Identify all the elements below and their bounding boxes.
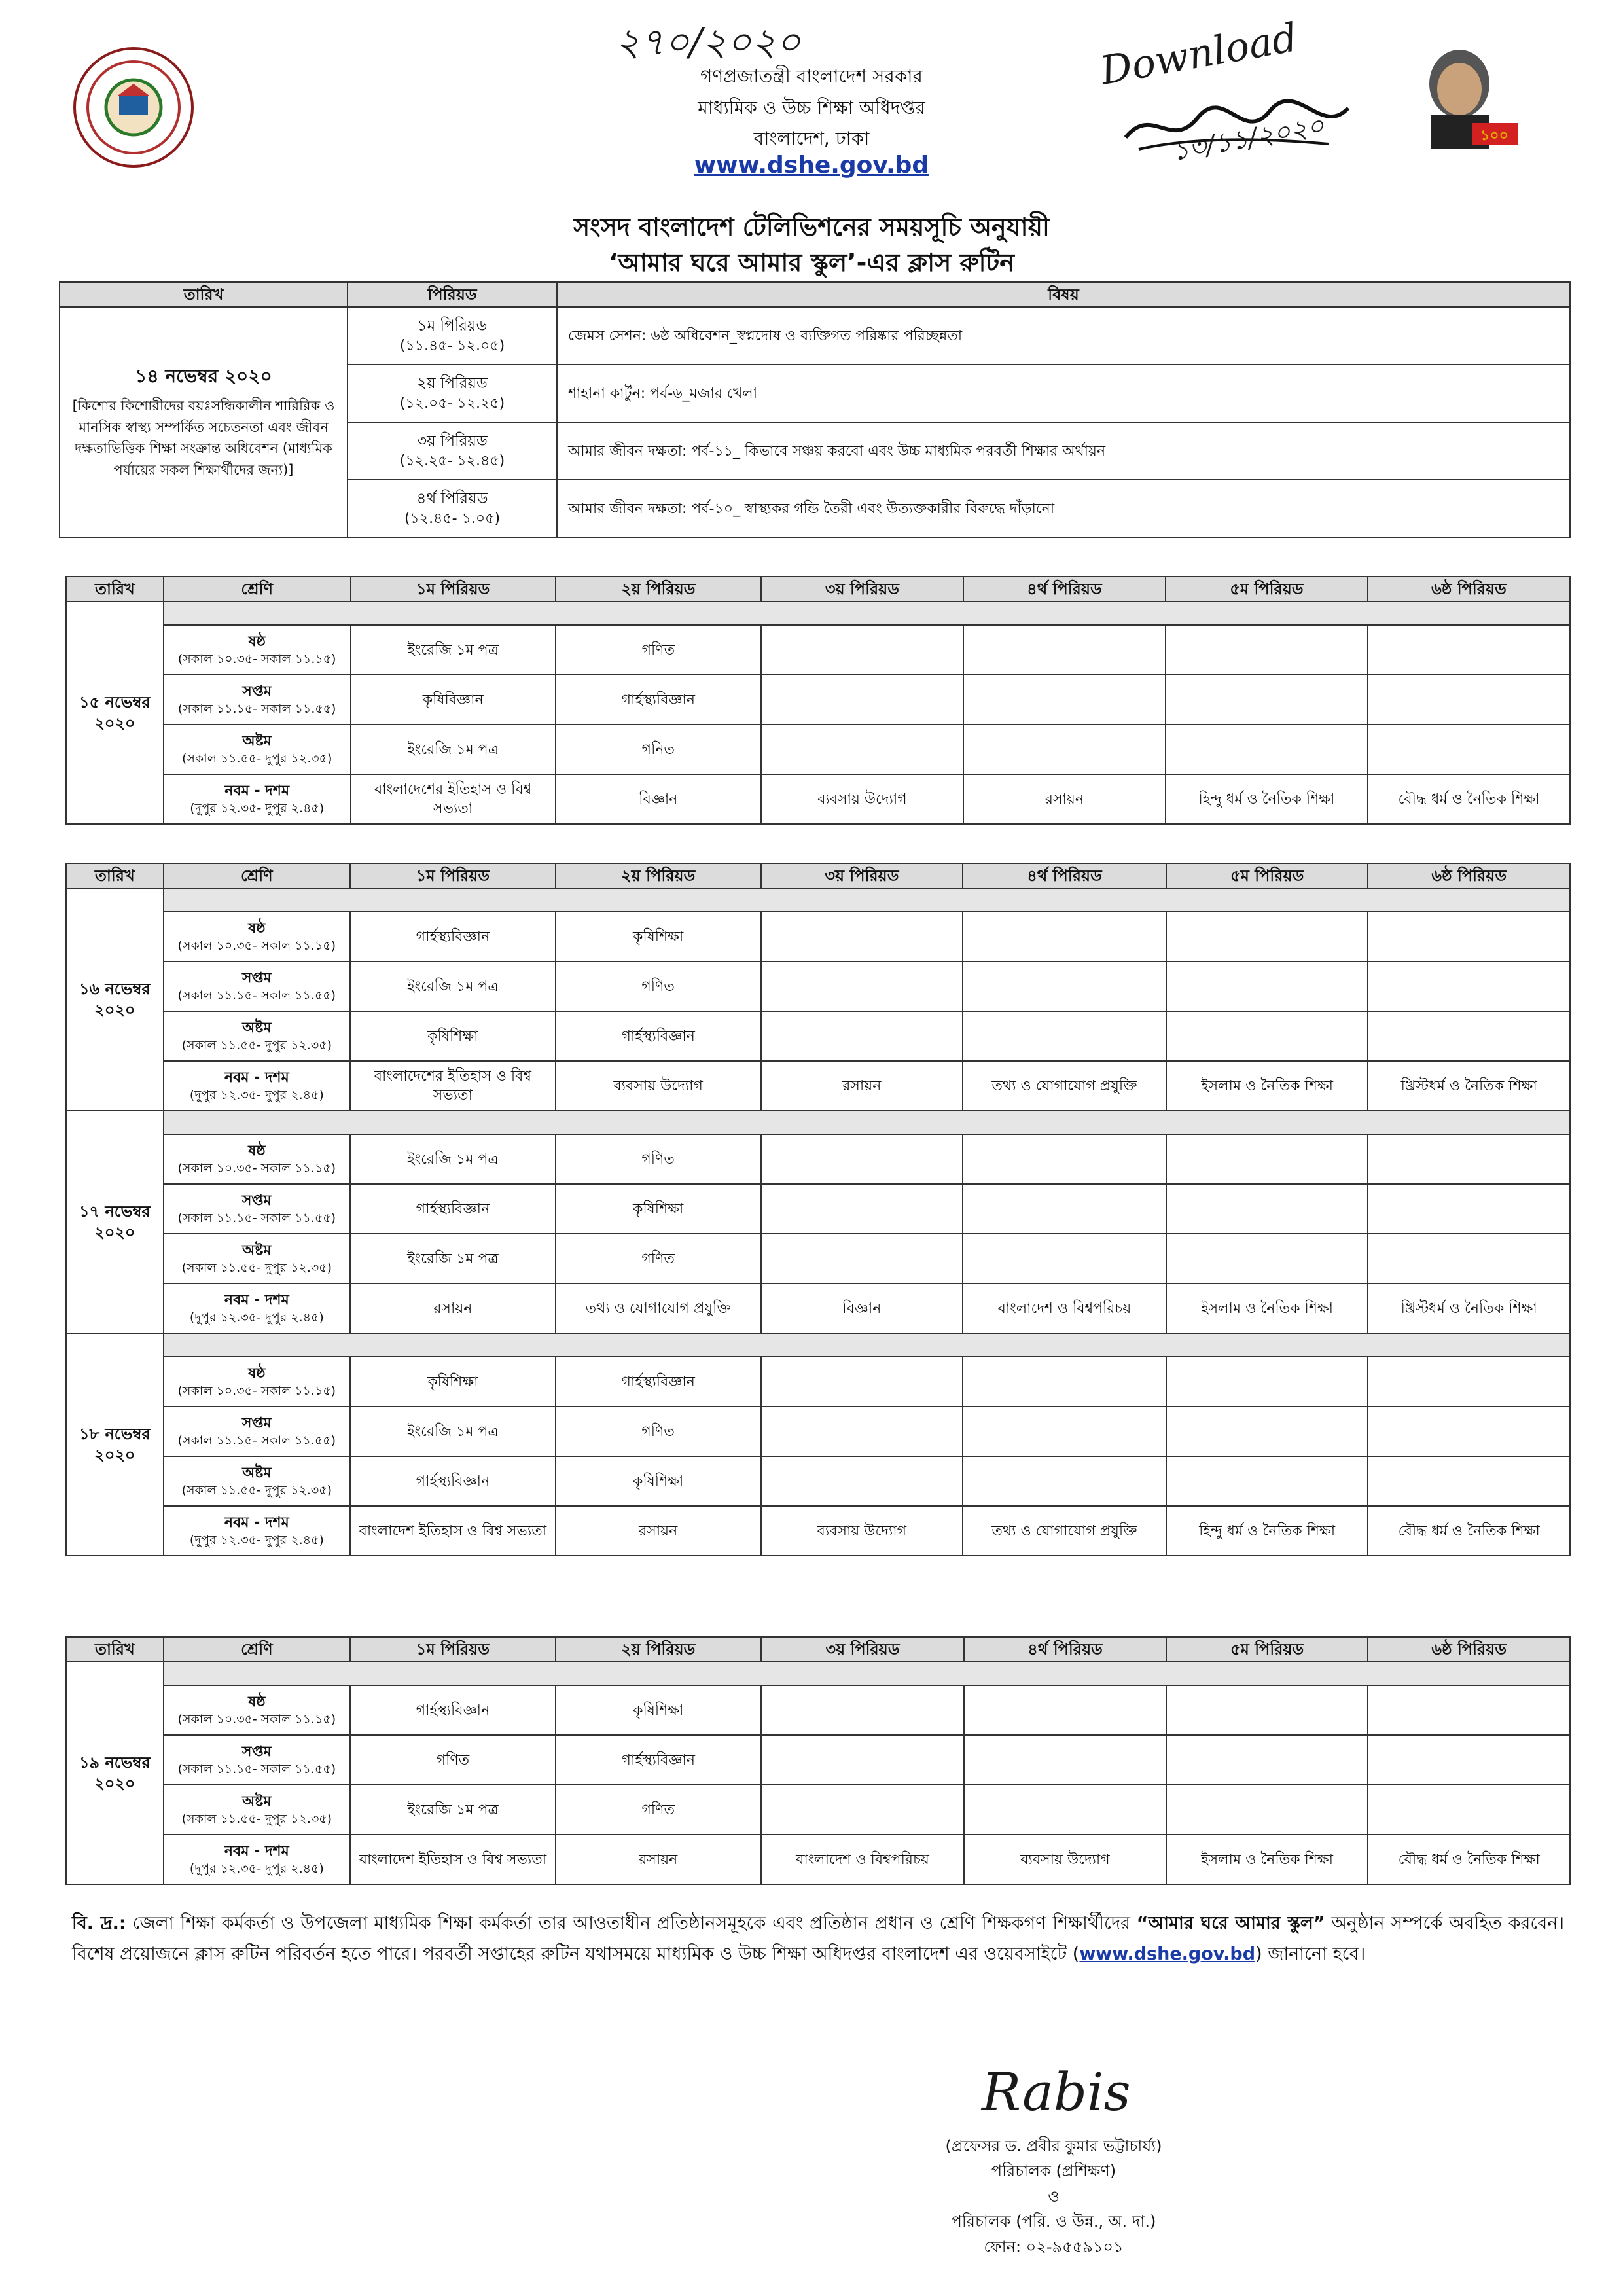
routine-col-header: ৫ম পিরিয়ড — [1166, 577, 1368, 601]
class-name: অষ্টম — [242, 1793, 272, 1810]
subject-cell: শাহানা কার্টুন: পর্ব-৬_মজার খেলা — [557, 365, 1570, 422]
subject-cell — [963, 912, 1166, 961]
subject-cell — [761, 1184, 963, 1234]
class-name: নবম - দশম — [224, 1291, 289, 1308]
routine-col-header: শ্রেণি — [164, 863, 350, 888]
subject-cell: গার্হস্থ্যবিজ্ঞান — [350, 912, 556, 961]
class-cell — [164, 1283, 350, 1333]
header-location: বাংলাদেশ, ঢাকা — [753, 128, 870, 149]
class-time: (সকাল ১০.৩৫- সকাল ১১.১৫) — [177, 1384, 336, 1399]
subject-cell — [1166, 1184, 1368, 1234]
routine-col-header: ৬ষ্ঠ পিরিয়ড — [1368, 577, 1570, 601]
class-time: (সকাল ১১.৫৫- দুপুর ১২.৩৫) — [181, 1812, 332, 1827]
subject-cell: কৃষিশিক্ষা — [350, 1357, 556, 1407]
footnote-label: বি. দ্র.: — [72, 1913, 126, 1933]
subject-cell: গার্হস্থ্যবিজ্ঞান — [556, 1011, 761, 1061]
col-header-date: তারিখ — [60, 282, 348, 307]
period-label: ১ম পিরিয়ড — [417, 317, 488, 335]
subject-cell: গার্হস্থ্যবিজ্ঞান — [556, 1735, 761, 1785]
class-time: (দুপুর ১২.৩৫- দুপুর ২.৪৫) — [189, 1310, 324, 1325]
subject-cell: কৃষিবিজ্ঞান — [351, 675, 556, 725]
table-row — [66, 1506, 1570, 1556]
subject-cell — [1166, 1011, 1368, 1061]
subject-cell: ব্যবসায় উদ্যোগ — [761, 774, 963, 824]
subject-cell: আমার জীবন দক্ষতা: পর্ব-১১_ কিভাবে সঞ্চয় করবো এবং উচ্চ মাধ্যমিক পরবর্তী শিক্ষার অর্থায়ন — [557, 422, 1570, 480]
signatory-conjunction: ও — [1048, 2187, 1060, 2206]
row-spacer — [164, 1111, 1570, 1134]
class-time: (দুপুর ১২.৩৫- দুপুর ২.৪৫) — [189, 1533, 324, 1548]
class-time: (সকাল ১১.৫৫- দুপুর ১২.৩৫) — [181, 1483, 332, 1498]
subject-cell: কৃষিশিক্ষা — [556, 912, 761, 961]
routine-date-cell: ১৮ নভেম্বর ২০২০ — [66, 1333, 164, 1556]
subject-cell: জেমস সেশন: ৬ষ্ঠ অধিবেশন_স্বপ্নদোষ ও ব্যক্তিগত পরিষ্কার পরিচ্ছন্নতা — [557, 307, 1570, 365]
class-name: ষষ্ঠ — [248, 1365, 266, 1382]
subject-cell: ইংরেজি ১ম পত্র — [351, 725, 556, 774]
subject-cell — [1368, 1735, 1570, 1785]
subject-cell: গণিত — [556, 961, 761, 1011]
subject-cell — [963, 1407, 1166, 1456]
period-cell — [348, 480, 557, 537]
routine-col-header: ৪র্থ পিরিয়ড — [963, 577, 1166, 601]
table-row — [66, 675, 1570, 725]
class-name: ষষ্ঠ — [248, 633, 266, 650]
signatory-name: (প্রফেসর ড. প্রবীর কুমার ভট্টাচার্য্য) — [945, 2137, 1162, 2155]
class-time: (সকাল ১১.১৫- সকাল ১১.৫৫) — [177, 1762, 336, 1777]
subject-cell — [963, 961, 1166, 1011]
subject-cell: ইংরেজি ১ম পত্র — [350, 961, 556, 1011]
subject-cell: বৌদ্ধ ধর্ম ও নৈতিক শিক্ষা — [1368, 774, 1570, 824]
class-cell — [164, 1357, 350, 1407]
table-row — [66, 1357, 1570, 1407]
subject-cell — [761, 1134, 963, 1184]
class-cell — [164, 1234, 350, 1283]
subject-cell: গণিত — [556, 1234, 761, 1283]
table-row — [66, 912, 1570, 961]
class-time: (সকাল ১১.৫৫- দুপুর ১২.৩৫) — [181, 1038, 332, 1053]
subject-cell: গার্হস্থ্যবিজ্ঞান — [350, 1456, 556, 1506]
class-time: (সকাল ১০.৩৫- সকাল ১১.১৫) — [177, 652, 336, 667]
subject-cell — [963, 625, 1166, 675]
period-label: ৪র্থ পিরিয়ড — [416, 490, 488, 508]
session-table-14-nov — [59, 281, 1571, 538]
period-cell — [348, 365, 557, 422]
routine-col-header: ৫ম পিরিয়ড — [1166, 863, 1368, 888]
subject-cell — [963, 1011, 1166, 1061]
table-row — [66, 1735, 1570, 1785]
subject-cell: খ্রিস্টধর্ম ও নৈতিক শিক্ষা — [1368, 1061, 1570, 1111]
director-signature: Rabis — [982, 2062, 1131, 2123]
session-date-cell — [60, 307, 348, 537]
subject-cell — [1166, 1134, 1368, 1184]
subject-cell: কৃষিশিক্ষা — [350, 1011, 556, 1061]
subject-cell — [964, 1685, 1166, 1735]
subject-cell: রসায়ন — [761, 1061, 963, 1111]
class-name: নবম - দশম — [224, 1514, 289, 1531]
footnote — [72, 1908, 1564, 1970]
subject-cell — [1368, 625, 1570, 675]
period-label: ২য় পিরিয়ড — [417, 375, 488, 393]
subject-cell — [1368, 1685, 1570, 1735]
subject-cell: আমার জীবন দক্ষতা: পর্ব-১০_ স্বাস্থ্যকর গন্ডি তৈরী এবং উত্যক্তকারীর বিরুদ্ধে দাঁড়ানো — [557, 480, 1570, 537]
class-time: (সকাল ১০.৩৫- সকাল ১১.১৫) — [177, 1712, 336, 1727]
table-row — [66, 1456, 1570, 1506]
class-cell — [164, 1184, 350, 1234]
subject-cell — [761, 725, 963, 774]
class-name: সপ্তম — [241, 1192, 272, 1209]
period-time: (১২.০৫- ১২.২৫) — [399, 395, 505, 412]
class-cell — [164, 725, 351, 774]
subject-cell — [1166, 961, 1368, 1011]
subject-cell: বাংলাদেশ ও বিশ্বপরিচয় — [761, 1835, 965, 1884]
class-time: (সকাল ১১.৫৫- দুপুর ১২.৩৫) — [181, 751, 332, 766]
routine-date-cell: ১৯ নভেম্বর ২০২০ — [66, 1662, 164, 1884]
session-date: ১৪ নভেম্বর ২০২০ — [135, 365, 272, 387]
routine-table — [65, 1636, 1571, 1885]
routine-col-header: ৬ষ্ঠ পিরিয়ড — [1368, 863, 1570, 888]
subject-cell: গণিত — [556, 1407, 761, 1456]
row-spacer — [164, 888, 1570, 912]
subject-cell: কৃষিশিক্ষা — [556, 1456, 761, 1506]
subject-cell — [761, 1357, 963, 1407]
class-name: নবম - দশম — [224, 1069, 289, 1086]
subject-cell — [1368, 1357, 1570, 1407]
table-row — [66, 1785, 1570, 1835]
subject-cell: গনিত — [556, 725, 761, 774]
subject-cell: ইংরেজি ১ম পত্র — [350, 1785, 556, 1835]
subject-cell: গার্হস্থ্যবিজ্ঞান — [350, 1184, 556, 1234]
subject-cell: তথ্য ও যোগাযোগ প্রযুক্তি — [963, 1061, 1166, 1111]
subject-cell: কৃষিশিক্ষা — [556, 1685, 761, 1735]
routine-col-header: ৬ষ্ঠ পিরিয়ড — [1368, 1637, 1570, 1662]
subject-cell — [1368, 912, 1570, 961]
subject-cell: তথ্য ও যোগাযোগ প্রযুক্তি — [556, 1283, 761, 1333]
subject-cell: গার্হস্থ্যবিজ্ঞান — [350, 1685, 556, 1735]
subject-cell: গার্হস্থ্যবিজ্ঞান — [556, 1357, 761, 1407]
table-row — [66, 1283, 1570, 1333]
header-website-link[interactable]: www.dshe.gov.bd — [694, 152, 929, 179]
subject-cell — [761, 1735, 965, 1785]
class-cell — [164, 625, 351, 675]
routine-col-header: ৩য় পিরিয়ড — [761, 863, 963, 888]
class-cell — [164, 912, 350, 961]
subject-cell — [761, 1234, 963, 1283]
class-name: নবম - দশম — [224, 1842, 289, 1859]
class-time: (সকাল ১১.১৫- সকাল ১১.৫৫) — [177, 702, 336, 717]
subject-cell: হিন্দু ধর্ম ও নৈতিক শিক্ষা — [1166, 774, 1368, 824]
subject-cell — [761, 1407, 963, 1456]
subject-cell: রসায়ন — [556, 1506, 761, 1556]
period-time: (১১.৪৫- ১২.০৫) — [399, 338, 505, 355]
signature-block — [851, 2134, 1257, 2259]
col-header-subject: বিষয় — [557, 282, 1570, 307]
subject-cell: ব্যবসায় উদ্যোগ — [761, 1506, 963, 1556]
footnote-text-2: অনুষ্ঠান সম্পর্কে অবহিত করবেন। বিশেষ প্রয়োজনে ক্লাস রুটিন পরিবর্তন হতে পারে। পরবর্তী সপ্তাহের রুটিন যথাসময়ে মাধ্যমিক ও উচ্চ শিক্ষা অধিদপ্তর বাংলাদেশ এর ওয়েবসাইটে ( — [72, 1913, 1564, 1965]
subject-cell: গণিত — [556, 625, 761, 675]
initial-signature-date: ১৩/১১/২০২০ — [1169, 110, 1327, 168]
subject-cell — [1368, 1785, 1570, 1835]
routine-col-header: ২য় পিরিয়ড — [556, 863, 761, 888]
subject-cell: ব্যবসায় উদ্যোগ — [556, 1061, 761, 1111]
subject-cell: রসায়ন — [963, 774, 1166, 824]
mujib-100-icon — [1407, 38, 1525, 156]
page-title-line1: সংসদ বাংলাদেশ টেলিভিশনের সময়সূচি অনুযায়ী — [573, 213, 1050, 242]
class-time: (সকাল ১১.৫৫- দুপুর ১২.৩৫) — [181, 1261, 332, 1276]
routine-col-header: ৩য় পিরিয়ড — [761, 577, 963, 601]
routine-table — [65, 576, 1571, 825]
table-row — [66, 1407, 1570, 1456]
routine-date-cell: ১৬ নভেম্বর ২০২০ — [66, 888, 164, 1111]
class-name: ষষ্ঠ — [248, 920, 266, 937]
class-name: সপ্তম — [242, 683, 272, 700]
subject-cell: ইংরেজি ১ম পত্র — [351, 625, 556, 675]
routine-col-header: ২য় পিরিয়ড — [556, 1637, 761, 1662]
subject-cell — [1166, 912, 1368, 961]
session-date-note: [কিশোর কিশোরীদের বয়ঃসন্ধিকালীন শারিরিক ও মানসিক স্বাস্থ্য সম্পর্কিত সচেতনতা এবং জীবন দক্ষতাভিত্তিক শিক্ষা সংক্রান্ত অধিবেশন (মাধ্যমিক পর্যায়ের সকল শিক্ষার্থীদের জন্য)] — [72, 398, 335, 478]
class-name: অষ্টম — [242, 1242, 272, 1259]
subject-cell — [761, 961, 963, 1011]
class-name: সপ্তম — [241, 1743, 272, 1760]
subject-cell: বাংলাদেশ ইতিহাস ও বিশ্ব সভ্যতা — [350, 1506, 556, 1556]
subject-cell: ব্যবসায় উদ্যোগ — [964, 1835, 1166, 1884]
subject-cell: বিজ্ঞান — [556, 774, 761, 824]
subject-cell: ইসলাম ও নৈতিক শিক্ষা — [1166, 1283, 1368, 1333]
header-directorate: মাধ্যমিক ও উচ্চ শিক্ষা অধিদপ্তর — [698, 97, 925, 118]
routine-col-header: ১ম পিরিয়ড — [351, 577, 556, 601]
signatory-title-2: পরিচালক (পরি. ও উন্ন., অ. দা.) — [951, 2212, 1156, 2231]
routine-col-header: তারিখ — [66, 577, 164, 601]
subject-cell — [1368, 961, 1570, 1011]
table-row — [66, 1184, 1570, 1234]
class-name: অষ্টম — [242, 1464, 272, 1481]
routine-col-header: ৪র্থ পিরিয়ড — [963, 863, 1166, 888]
handwritten-reference: ২৭০/২০২০ — [615, 20, 801, 64]
subject-cell — [1166, 1685, 1368, 1735]
signatory-phone: ফোন: ০২-৯৫৫৯১০১ — [984, 2237, 1124, 2256]
subject-cell: বাংলাদেশ ও বিশ্বপরিচয় — [963, 1283, 1166, 1333]
subject-cell — [1368, 1134, 1570, 1184]
class-cell — [164, 1506, 350, 1556]
row-spacer — [164, 1333, 1570, 1357]
subject-cell — [963, 675, 1166, 725]
class-name: সপ্তম — [241, 969, 272, 986]
class-name: নবম - দশম — [224, 782, 290, 799]
footnote-website-link[interactable]: www.dshe.gov.bd — [1079, 1944, 1256, 1965]
subject-cell: তথ্য ও যোগাযোগ প্রযুক্তি — [963, 1506, 1166, 1556]
subject-cell — [761, 625, 963, 675]
table-row — [66, 1685, 1570, 1735]
routine-col-header: ১ম পিরিয়ড — [350, 863, 556, 888]
period-cell — [348, 307, 557, 365]
subject-cell — [1368, 1234, 1570, 1283]
subject-cell — [1166, 625, 1368, 675]
routine-date-cell: ১৫ নভেম্বর ২০২০ — [66, 601, 164, 824]
footnote-text-3: ) জানানো হবে। — [1255, 1944, 1366, 1965]
subject-cell — [964, 1785, 1166, 1835]
subject-cell — [1166, 1234, 1368, 1283]
class-time: (দুপুর ১২.৩৫- দুপুর ২.৪৫) — [189, 1861, 324, 1876]
row-spacer — [164, 1662, 1570, 1685]
class-name: অষ্টম — [242, 1019, 272, 1036]
col-header-period: পিরিয়ড — [348, 282, 557, 307]
subject-cell — [1368, 1407, 1570, 1456]
period-time: (১২.২৫- ১২.৪৫) — [399, 453, 505, 470]
class-time: (দুপুর ১২.৩৫- দুপুর ২.৪৫) — [190, 801, 325, 816]
subject-cell: খ্রিস্টধর্ম ও নৈতিক শিক্ষা — [1368, 1283, 1570, 1333]
period-label: ৩য় পিরিয়ড — [417, 433, 488, 450]
class-cell — [164, 1061, 350, 1111]
subject-cell — [1166, 1735, 1368, 1785]
seal-emblem-icon — [73, 47, 194, 168]
subject-cell — [963, 1134, 1166, 1184]
class-cell — [164, 1785, 350, 1835]
footnote-program-name: “আমার ঘরে আমার স্কুল” — [1136, 1913, 1325, 1933]
routine-col-header: ২য় পিরিয়ড — [556, 577, 761, 601]
class-cell — [164, 1735, 350, 1785]
subject-cell — [1166, 1357, 1368, 1407]
routine-col-header: তারিখ — [66, 1637, 164, 1662]
table-row — [66, 625, 1570, 675]
subject-cell: বৌদ্ধ ধর্ম ও নৈতিক শিক্ষা — [1368, 1506, 1570, 1556]
subject-cell: হিন্দু ধর্ম ও নৈতিক শিক্ষা — [1166, 1506, 1368, 1556]
routine-col-header: ৪র্থ পিরিয়ড — [964, 1637, 1166, 1662]
subject-cell — [761, 1685, 965, 1735]
routine-col-header: শ্রেণি — [164, 577, 351, 601]
download-handwritten-note: Download — [1097, 14, 1301, 94]
header-government: গণপ্রজাতন্ত্রী বাংলাদেশ সরকার — [700, 65, 923, 87]
row-spacer — [164, 601, 1570, 625]
class-cell — [164, 1011, 350, 1061]
subject-cell: ইংরেজি ১ম পত্র — [350, 1234, 556, 1283]
class-cell — [164, 774, 351, 824]
subject-cell: বাংলাদেশের ইতিহাস ও বিশ্ব সভ্যতা — [351, 774, 556, 824]
subject-cell: ইসলাম ও নৈতিক শিক্ষা — [1166, 1061, 1368, 1111]
table-row — [66, 774, 1570, 824]
class-time: (দুপুর ১২.৩৫- দুপুর ২.৪৫) — [189, 1088, 324, 1103]
subject-cell — [1166, 725, 1368, 774]
subject-cell — [761, 1785, 965, 1835]
routine-table — [65, 863, 1571, 1556]
subject-cell — [963, 725, 1166, 774]
class-time: (সকাল ১০.৩৫- সকাল ১১.১৫) — [177, 939, 336, 954]
table-row — [66, 1061, 1570, 1111]
subject-cell: বাংলাদেশের ইতিহাস ও বিশ্ব সভ্যতা — [350, 1061, 556, 1111]
subject-cell — [1368, 1456, 1570, 1506]
class-name: ষষ্ঠ — [248, 1142, 266, 1159]
class-time: (সকাল ১১.১৫- সকাল ১১.৫৫) — [177, 988, 336, 1003]
routine-col-header: শ্রেণি — [164, 1637, 350, 1662]
routine-col-header: ১ম পিরিয়ড — [350, 1637, 556, 1662]
class-cell — [164, 675, 351, 725]
class-cell — [164, 1134, 350, 1184]
subject-cell — [1368, 1011, 1570, 1061]
subject-cell: কৃষিশিক্ষা — [556, 1184, 761, 1234]
table-row — [66, 1134, 1570, 1184]
routine-col-header: তারিখ — [66, 863, 164, 888]
subject-cell: বিজ্ঞান — [761, 1283, 963, 1333]
signatory-title-1: পরিচালক (প্রশিক্ষণ) — [991, 2162, 1116, 2181]
class-name: সপ্তম — [241, 1414, 272, 1431]
class-time: (সকাল ১১.১৫- সকাল ১১.৫৫) — [177, 1211, 336, 1226]
subject-cell — [964, 1735, 1166, 1785]
subject-cell — [1368, 725, 1570, 774]
class-cell — [164, 1456, 350, 1506]
footnote-text-1: জেলা শিক্ষা কর্মকর্তা ও উপজেলা মাধ্যমিক শিক্ষা কর্মকর্তা তার আওতাধীন প্রতিষ্ঠানসমূহকে এবং প্রতিষ্ঠান প্রধান ও শ্রেণি শিক্ষকগণ শিক্ষার্থীদের — [126, 1913, 1137, 1933]
class-cell — [164, 1407, 350, 1456]
class-cell — [164, 1835, 350, 1884]
subject-cell — [963, 1184, 1166, 1234]
subject-cell: গণিত — [350, 1735, 556, 1785]
table-row — [66, 1011, 1570, 1061]
table-row — [66, 1234, 1570, 1283]
subject-cell: ইংরেজি ১ম পত্র — [350, 1407, 556, 1456]
class-cell — [164, 961, 350, 1011]
routine-col-header: ৫ম পিরিয়ড — [1166, 1637, 1368, 1662]
subject-cell — [1166, 1407, 1368, 1456]
routine-date-cell: ১৭ নভেম্বর ২০২০ — [66, 1111, 164, 1333]
subject-cell: বাংলাদেশ ইতিহাস ও বিশ্ব সভ্যতা — [350, 1835, 556, 1884]
subject-cell — [761, 675, 963, 725]
subject-cell — [1166, 1456, 1368, 1506]
subject-cell: বৌদ্ধ ধর্ম ও নৈতিক শিক্ষা — [1368, 1835, 1570, 1884]
subject-cell: রসায়ন — [556, 1835, 761, 1884]
subject-cell: গার্হস্থ্যবিজ্ঞান — [556, 675, 761, 725]
class-cell — [164, 1685, 350, 1735]
class-name: ষষ্ঠ — [248, 1693, 266, 1710]
subject-cell: ইংরেজি ১ম পত্র — [350, 1134, 556, 1184]
subject-cell — [963, 1456, 1166, 1506]
page-title-line2: ‘আমার ঘরে আমার স্কুল’-এর ক্লাস রুটিন — [609, 248, 1014, 277]
subject-cell — [1368, 675, 1570, 725]
subject-cell: গণিত — [556, 1785, 761, 1835]
subject-cell: গণিত — [556, 1134, 761, 1184]
subject-cell: রসায়ন — [350, 1283, 556, 1333]
class-time: (সকাল ১১.১৫- সকাল ১১.৫৫) — [177, 1433, 336, 1448]
subject-cell — [963, 1357, 1166, 1407]
class-time: (সকাল ১০.৩৫- সকাল ১১.১৫) — [177, 1161, 336, 1176]
mujib-100-label: ১০০ — [1480, 128, 1508, 144]
routine-col-header: ৩য় পিরিয়ড — [761, 1637, 965, 1662]
period-cell — [348, 422, 557, 480]
subject-cell — [761, 1011, 963, 1061]
subject-cell — [963, 1234, 1166, 1283]
table-row — [66, 961, 1570, 1011]
table-row — [66, 725, 1570, 774]
subject-cell — [1166, 675, 1368, 725]
table-row — [66, 1835, 1570, 1884]
subject-cell: ইসলাম ও নৈতিক শিক্ষা — [1166, 1835, 1368, 1884]
subject-cell — [761, 912, 963, 961]
class-name: অষ্টম — [242, 732, 272, 749]
period-time: (১২.৪৫- ১.০৫) — [404, 511, 501, 528]
subject-cell — [761, 1456, 963, 1506]
subject-cell — [1166, 1785, 1368, 1835]
subject-cell — [1368, 1184, 1570, 1234]
